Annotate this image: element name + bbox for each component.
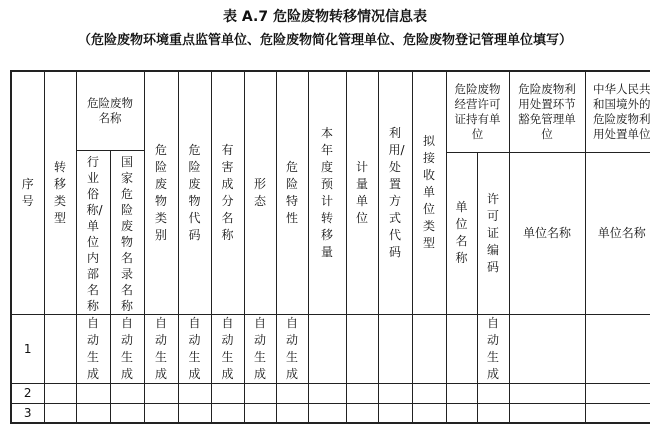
table-row — [11, 403, 650, 423]
cell-property: 自动生成 — [276, 314, 308, 383]
cell-waste-category: 自动生成 — [144, 314, 178, 383]
cell-transfer-type — [44, 314, 76, 383]
header-seq: 序号 — [11, 71, 44, 314]
cell-exempt-name — [509, 314, 585, 383]
cell-harmful-ingredient: 自动生成 — [211, 314, 244, 383]
hazardous-waste-transfer-table — [10, 70, 650, 424]
row-seq: 3 — [11, 403, 44, 423]
row-seq: 2 — [11, 383, 44, 403]
header-waste-name: 危险废物名称 — [76, 71, 144, 150]
header-license-code: 许可证编码 — [477, 152, 509, 314]
cell-annual-plan — [308, 314, 346, 383]
header-industry-name: 行业俗称/单位内部名称 — [76, 150, 110, 314]
header-form: 形态 — [244, 71, 276, 314]
header-waste-category: 危险废物类别 — [144, 71, 178, 314]
header-waste-code: 危险废物代码 — [178, 71, 211, 314]
header-annual-plan: 本年度预计转移量 — [308, 71, 346, 314]
cell-overseas-name — [585, 314, 650, 383]
table-row — [11, 314, 650, 383]
header-exempt-name: 单位名称 — [509, 152, 585, 314]
header-national-name: 国家危险废物名录名称 — [110, 150, 144, 314]
cell-receiver-type — [412, 314, 446, 383]
header-property: 危险特性 — [276, 71, 308, 314]
cell-license-code: 自动生成 — [477, 314, 509, 383]
cell-national-name: 自动生成 — [110, 314, 144, 383]
header-receiver-type: 拟接收单位类型 — [412, 71, 446, 314]
cell-unit — [346, 314, 378, 383]
table-subtitle: （危险废物环境重点监管单位、危险废物简化管理单位、危险废物登记管理单位填写） — [77, 33, 572, 48]
cell-industry-name: 自动生成 — [76, 314, 110, 383]
header-overseas-name: 单位名称 — [585, 152, 650, 314]
header-harmful-ingredient: 有害成分名称 — [211, 71, 244, 314]
header-unit: 计量单位 — [346, 71, 378, 314]
header-operator-name: 单位名称 — [446, 152, 477, 314]
table-title: 表 A.7 危险废物转移情况信息表 — [223, 9, 427, 25]
cell-disposal-code — [378, 314, 412, 383]
cell-operator-name — [446, 314, 477, 383]
table-row — [11, 383, 650, 403]
row-seq: 1 — [11, 314, 44, 383]
cell-form: 自动生成 — [244, 314, 276, 383]
header-overseas-group: 中华人民共和国境外的危险废物利用处置单位 — [585, 71, 650, 152]
header-disposal-code: 利用/处置方式代码 — [378, 71, 412, 314]
header-operator-group: 危险废物经营许可证持有单位 — [446, 71, 509, 152]
cell-waste-code: 自动生成 — [178, 314, 211, 383]
header-transfer-type: 转移类型 — [44, 71, 76, 314]
header-exempt-group: 危险废物利用处置环节豁免管理单位 — [509, 71, 585, 152]
